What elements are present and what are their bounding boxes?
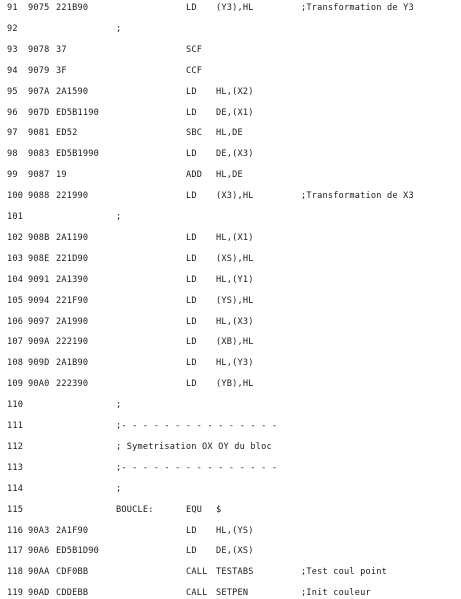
mnemonic: LD: [186, 546, 197, 557]
address: 9097: [28, 316, 50, 327]
comment: ;Transformation de X3: [301, 191, 414, 202]
operand: SETPEN: [216, 588, 249, 599]
listing-line: [0, 232, 461, 244]
line-number: 104: [7, 274, 24, 285]
address: 908E: [28, 253, 50, 264]
operand: (XS),HL: [216, 253, 254, 264]
listing-line: [0, 316, 461, 328]
address: 9081: [28, 128, 50, 139]
listing-line: [0, 420, 461, 432]
label-field: ;- - - - - - - - - - - - - - -: [116, 421, 278, 431]
operand: HL,(Y1): [216, 274, 254, 285]
mnemonic: CALL: [186, 588, 208, 599]
mnemonic: LD: [186, 232, 197, 243]
address: 9087: [28, 170, 50, 181]
machine-code: 2A1F90: [56, 525, 89, 536]
line-number: 110: [7, 400, 24, 411]
line-number: 107: [7, 337, 24, 348]
machine-code: ED5B1990: [56, 149, 99, 160]
line-number: 95: [7, 86, 18, 97]
machine-code: 222190: [56, 337, 89, 348]
listing-line: [0, 504, 461, 516]
comment: ;Init couleur: [301, 588, 371, 599]
listing-line: [0, 23, 461, 35]
label-field: ;: [116, 400, 122, 411]
mnemonic: LD: [186, 337, 197, 348]
mnemonic: CCF: [186, 65, 203, 76]
operand: HL,(X1): [216, 232, 254, 243]
line-number: 116: [7, 525, 24, 536]
label-field: BOUCLE:: [116, 504, 154, 515]
listing-line: [0, 483, 461, 495]
mnemonic: SCF: [186, 44, 203, 55]
operand: HL,(YS): [216, 525, 254, 536]
listing-line: [0, 378, 461, 390]
line-number: 119: [7, 588, 24, 599]
mnemonic: LD: [186, 358, 197, 369]
label-field: ;: [116, 483, 122, 494]
line-number: 103: [7, 253, 24, 264]
operand: (YS),HL: [216, 295, 254, 306]
line-number: 101: [7, 212, 24, 222]
address: 90A0: [28, 379, 50, 390]
address: 909A: [28, 337, 50, 348]
line-number: 96: [7, 107, 18, 118]
label-field: ;: [116, 23, 122, 34]
line-number: 111: [7, 421, 24, 431]
operand: DE,(XS): [216, 546, 254, 557]
machine-code: 2A1390: [56, 274, 89, 285]
mnemonic: LD: [186, 191, 197, 202]
address: 9075: [28, 3, 50, 13]
listing-line: [0, 190, 461, 202]
line-number: 93: [7, 44, 18, 55]
line-number: 118: [7, 567, 24, 578]
listing-line: [0, 441, 461, 453]
line-number: 117: [7, 546, 24, 557]
label-field: ;: [116, 212, 122, 222]
listing-line: [0, 274, 461, 286]
listing-line: [0, 107, 461, 119]
address: 909D: [28, 358, 50, 369]
line-number: 113: [7, 462, 24, 473]
comment: ;Test coul point: [301, 567, 387, 578]
mnemonic: CALL: [186, 567, 208, 578]
label-field: ;- - - - - - - - - - - - - - -: [116, 462, 278, 473]
listing-line: [0, 399, 461, 411]
line-number: 98: [7, 149, 18, 160]
operand: (X3),HL: [216, 191, 254, 202]
listing-line: [0, 86, 461, 98]
machine-code: ED52: [56, 128, 78, 139]
listing-line: [0, 169, 461, 181]
operand: HL,(Y3): [216, 358, 254, 369]
listing-line: [0, 148, 461, 160]
address: 90A6: [28, 546, 50, 557]
address: 9091: [28, 274, 50, 285]
listing-line: [0, 462, 461, 474]
machine-code: 2A1990: [56, 316, 89, 327]
line-number: 92: [7, 23, 18, 34]
machine-code: 221F90: [56, 295, 89, 306]
mnemonic: ADD: [186, 170, 203, 181]
listing-line: [0, 357, 461, 369]
mnemonic: LD: [186, 149, 197, 160]
machine-code: 3F: [56, 65, 67, 76]
listing-line: [0, 525, 461, 537]
machine-code: 221D90: [56, 253, 89, 264]
operand: HL,(X2): [216, 86, 254, 97]
listing-line: [0, 211, 461, 223]
line-number: 91: [7, 3, 18, 13]
mnemonic: LD: [186, 3, 197, 13]
address: 908B: [28, 232, 50, 243]
machine-code: CDDEBB: [56, 588, 89, 599]
line-number: 105: [7, 295, 24, 306]
machine-code: 2A1190: [56, 232, 89, 243]
operand: HL,(X3): [216, 316, 254, 327]
listing-line: [0, 127, 461, 139]
line-number: 97: [7, 128, 18, 139]
mnemonic: LD: [186, 253, 197, 264]
listing-line: [0, 2, 461, 14]
listing-line: [0, 566, 461, 578]
address: 907D: [28, 107, 50, 118]
operand: DE,(X3): [216, 149, 254, 160]
line-number: 100: [7, 191, 24, 202]
machine-code: 19: [56, 170, 67, 181]
listing-line: [0, 545, 461, 557]
line-number: 114: [7, 483, 24, 494]
listing-line: [0, 336, 461, 348]
mnemonic: LD: [186, 274, 197, 285]
address: 9088: [28, 191, 50, 202]
machine-code: ED5B1D90: [56, 546, 99, 557]
label-field: ; Symetrisation OX OY du bloc: [116, 441, 272, 452]
mnemonic: SBC: [186, 128, 203, 139]
operand: HL,DE: [216, 128, 243, 139]
machine-code: 221990: [56, 191, 89, 202]
address: 90AD: [28, 588, 50, 599]
operand: (Y3),HL: [216, 3, 254, 13]
comment: ;Transformation de Y3: [301, 3, 414, 13]
address: 907A: [28, 86, 50, 97]
line-number: 109: [7, 379, 24, 390]
machine-code: 37: [56, 44, 67, 55]
operand: (XB),HL: [216, 337, 254, 348]
line-number: 115: [7, 504, 24, 515]
machine-code: ED5B1190: [56, 107, 99, 118]
listing-line: [0, 253, 461, 265]
mnemonic: LD: [186, 525, 197, 536]
mnemonic: LD: [186, 379, 197, 390]
listing-line: [0, 44, 461, 56]
address: 9079: [28, 65, 50, 76]
machine-code: 222390: [56, 379, 89, 390]
mnemonic: LD: [186, 295, 197, 306]
operand: DE,(X1): [216, 107, 254, 118]
address: 9094: [28, 295, 50, 306]
listing-line: [0, 587, 461, 599]
line-number: 106: [7, 316, 24, 327]
address: 90AA: [28, 567, 50, 578]
line-number: 99: [7, 170, 18, 181]
machine-code: 221B90: [56, 3, 89, 13]
operand: TESTABS: [216, 567, 254, 578]
listing-line: [0, 295, 461, 307]
mnemonic: LD: [186, 316, 197, 327]
listing-line: [0, 65, 461, 77]
operand: HL,DE: [216, 170, 243, 181]
address: 90A3: [28, 525, 50, 536]
address: 9078: [28, 44, 50, 55]
operand: $: [216, 504, 222, 515]
machine-code: 2A1590: [56, 86, 89, 97]
mnemonic: LD: [186, 86, 197, 97]
line-number: 108: [7, 358, 24, 369]
mnemonic: LD: [186, 107, 197, 118]
machine-code: CDF0BB: [56, 567, 89, 578]
mnemonic: EQU: [186, 504, 203, 515]
line-number: 94: [7, 65, 18, 76]
operand: (YB),HL: [216, 379, 254, 390]
line-number: 102: [7, 232, 24, 243]
line-number: 112: [7, 441, 24, 452]
address: 9083: [28, 149, 50, 160]
machine-code: 2A1B90: [56, 358, 89, 369]
